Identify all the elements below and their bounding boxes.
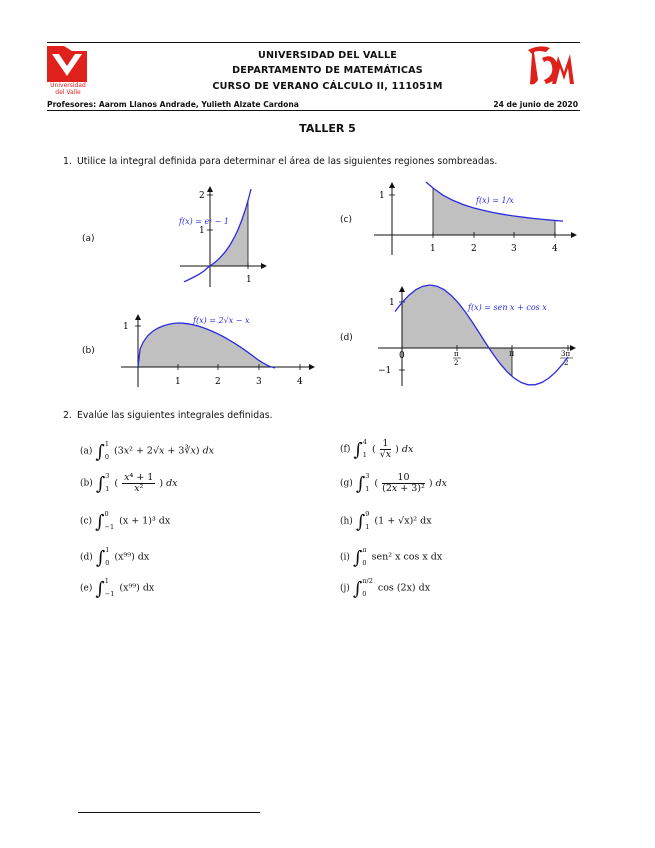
- graph-c-tick-x3: 3: [511, 244, 517, 254]
- integral-a: (a) ∫ 1 0 (3x² + 2√x + 3∛x) dx: [80, 440, 215, 463]
- integral-f-label: (f): [340, 444, 351, 455]
- graph-d-tick-y-neg1: −1: [378, 366, 392, 376]
- graph-b-x-arrow-icon: [309, 364, 315, 370]
- integral-sign-icon: ∫: [355, 473, 366, 495]
- graph-c-tick-y1: 1: [379, 191, 385, 201]
- header-bottom-rule: [47, 110, 580, 111]
- graph-a-tick-x1: 1: [246, 275, 252, 285]
- graph-b-tick-y1: 1: [123, 322, 129, 332]
- integral-c: (c) ∫ 0 −1 (x + 1)³ dx: [80, 510, 171, 533]
- integral-a-label: (a): [80, 446, 93, 457]
- q1-text: Utilice la integral definida para determinar el área de las siguientes regiones sombreadas.: [77, 156, 498, 167]
- integral-e-expr: (x⁹⁹) dx: [119, 582, 155, 594]
- integral-a-expr: (3x² + 2√x + 3∛x) dx: [113, 445, 215, 457]
- integral-d: (d) ∫ 1 0 (x⁹⁹) dx: [80, 546, 150, 569]
- q1-label-b: (b): [82, 346, 95, 356]
- integral-sign-icon: ∫: [95, 473, 106, 495]
- graph-d-tick-x0: 0: [399, 351, 405, 361]
- integral-h-expr: (1 + √x)² dx: [374, 515, 432, 527]
- graph-c-tick-x4: 4: [552, 244, 558, 254]
- integral-sign-icon: ∫: [95, 511, 105, 533]
- graph-c: [368, 180, 583, 260]
- integral-sign-icon: ∫: [352, 547, 363, 569]
- graph-d-tick-pi-2-num: π: [454, 350, 459, 358]
- graph-b-tick-x3: 3: [256, 377, 262, 387]
- integral-sign-icon: ∫: [355, 511, 366, 533]
- university-name: UNIVERSIDAD DEL VALLE: [257, 50, 398, 61]
- graph-b-shaded-region: [138, 323, 272, 367]
- integral-h: (h) ∫ 9 1 (1 + √x)² dx: [340, 510, 432, 533]
- integral-i-expr: sen² x cos x dx: [371, 551, 443, 563]
- integral-j: (j) ∫ π/2 0 cos (2x) dx: [340, 577, 431, 600]
- graph-a-y-arrow-icon: [207, 186, 213, 192]
- integral-i: (i) ∫ π 0 sen² x cos x dx: [340, 546, 443, 569]
- integral-sign-icon: ∫: [95, 578, 105, 600]
- graph-a-x-arrow-icon: [261, 263, 267, 269]
- graph-a-tick-y2: 2: [199, 191, 205, 201]
- graph-d-function-label: f(x) = sen x + cos x: [468, 303, 547, 312]
- graph-a: [170, 182, 270, 292]
- graph-d-x-arrow-icon: [570, 345, 576, 351]
- integral-b-expr: ( $\frac{\text{x⁴ + 1}}{\text{x²}}$ ) dx: [114, 471, 178, 494]
- integral-sign-icon: ∫: [353, 439, 363, 461]
- graph-a-function-label: f(x) = eˣ − 1: [179, 217, 229, 226]
- integral-sign-icon: ∫: [352, 578, 363, 600]
- graph-c-function-label: f(x) = 1/x: [476, 196, 514, 205]
- department-name: DEPARTAMENTO DE MATEMÁTICAS: [232, 65, 423, 76]
- integral-f-expr: ( $\frac{1}{√x}$ ) dx: [371, 437, 414, 460]
- integral-b-label: (b): [80, 478, 93, 489]
- q2-number: 2.: [63, 410, 72, 421]
- integral-g-expr: ( $\frac{10}{\text{(2x + 3)²}}$ ) dx: [374, 471, 448, 494]
- graph-a-tick-y1: 1: [199, 226, 205, 236]
- date: 24 de junio de 2020: [493, 100, 578, 109]
- integral-b: (b) ∫ 3 1 ( $\frac{\text{x⁴ + 1}}{\text{x²}}$ ) dx: [80, 471, 178, 495]
- q1-label-d: (d): [340, 333, 353, 343]
- page-title: TALLER 5: [299, 122, 356, 135]
- graph-d-y-arrow-icon: [399, 286, 405, 292]
- graph-b-tick-x1: 1: [175, 377, 181, 387]
- integral-g-label: (g): [340, 478, 353, 489]
- integral-i-label: (i): [340, 552, 350, 563]
- graph-d-tick-pi-2-den: 2: [454, 359, 459, 367]
- graph-d-tick-pi: π: [509, 349, 515, 358]
- integral-f: (f) ∫ 4 1 ( $\frac{1}{√x}$ ) dx: [340, 437, 414, 461]
- q1-label-c: (c): [340, 215, 352, 225]
- graph-d: [372, 282, 587, 390]
- graph-d-tick-y1: 1: [389, 298, 395, 308]
- graph-b: [115, 312, 325, 394]
- integral-c-expr: (x + 1)³ dx: [119, 515, 171, 527]
- graph-a-shaded-region: [210, 201, 248, 266]
- dm-logo-icon: [524, 44, 576, 94]
- graph-c-tick-x2: 2: [471, 244, 477, 254]
- integral-c-label: (c): [80, 516, 93, 527]
- integral-j-expr: cos (2x) dx: [377, 582, 431, 594]
- integral-e: (e) ∫ 1 −1 (x⁹⁹) dx: [80, 577, 155, 600]
- integral-d-expr: (x⁹⁹) dx: [114, 551, 150, 563]
- integral-e-label: (e): [80, 583, 93, 594]
- graph-b-tick-x2: 2: [215, 377, 221, 387]
- graph-b-y-arrow-icon: [135, 314, 141, 320]
- integral-h-label: (h): [340, 516, 353, 527]
- footnote-rule: [78, 812, 260, 813]
- integral-d-label: (d): [80, 552, 93, 563]
- logo-text: Universidad del Valle: [50, 82, 86, 96]
- graph-b-tick-x4: 4: [297, 377, 303, 387]
- integral-sign-icon: ∫: [95, 441, 105, 463]
- integral-j-label: (j): [340, 583, 350, 594]
- graph-d-tick-3pi-2-num: 3π: [561, 350, 571, 358]
- q2-text: Evalúe las siguientes integrales definidas.: [77, 410, 273, 421]
- professors: Profesores: Aarom Llanos Andrade, Yulieth Alzate Cardona: [47, 100, 299, 109]
- q1-label-a: (a): [82, 234, 95, 244]
- graph-d-tick-3pi-2-den: 2: [564, 359, 569, 367]
- integral-g: (g) ∫ 3 1 ( $\frac{10}{\text{(2x + 3)²}}$ ) dx: [340, 471, 448, 495]
- graph-c-tick-x1: 1: [430, 244, 436, 254]
- q1-number: 1.: [63, 156, 72, 167]
- header-top-rule: [47, 42, 580, 43]
- graph-b-function-label: f(x) = 2√x − x: [193, 316, 250, 325]
- graph-c-x-arrow-icon: [571, 232, 577, 238]
- graph-c-y-arrow-icon: [389, 182, 395, 188]
- dm-logo: [524, 44, 576, 94]
- integral-sign-icon: ∫: [95, 547, 106, 569]
- course-name: CURSO DE VERANO CÁLCULO II, 111051M: [212, 81, 443, 92]
